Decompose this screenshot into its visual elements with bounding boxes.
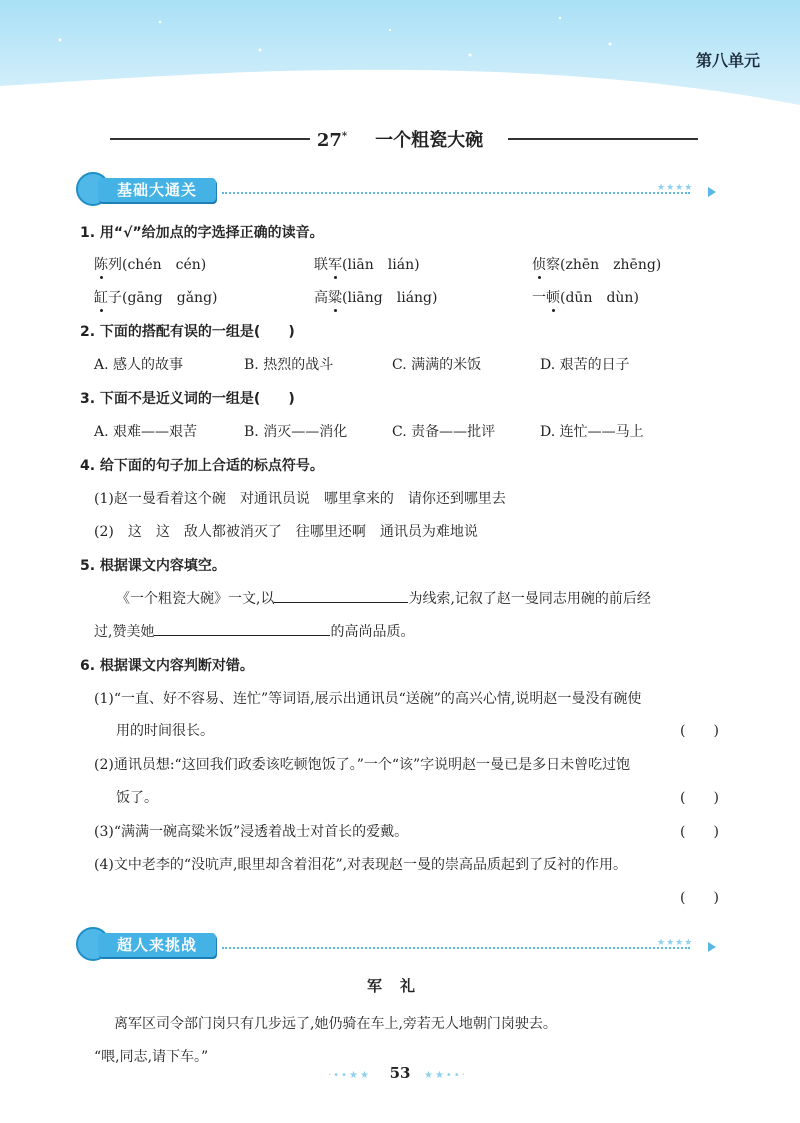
question-6: 6. 根据课文内容判断对错。 (80, 658, 254, 674)
q3-option-c: C. 责备——批评 (392, 424, 496, 440)
q5-blank-1[interactable] (274, 588, 408, 603)
q6-item-1-line-1: (1)“一直、好不容易、连忙”等词语,展示出通讯员“送碗”的高兴心情,说明赵一曼没有碗使 (94, 691, 642, 707)
q6-answer-1[interactable]: ( ) (680, 723, 719, 739)
passage-line-1: 离军区司令部门岗只有几步远了,她仍骑在车上,旁若无人地朝门岗驶去。 (114, 1016, 557, 1032)
section-divider-challenge (222, 947, 690, 949)
lesson-title (0, 124, 800, 154)
q6-item-1-line-2: 用的时间很长。 (116, 723, 214, 739)
footer-stars-left-icon: ·••★★ (328, 1070, 371, 1081)
q1-item-3: 侦察(zhēn zhēng) (532, 257, 662, 273)
footer-stars-right-icon: ★★••· (424, 1070, 467, 1081)
q1-item-6: 一顿(dūn dùn) (532, 290, 639, 306)
section-badge-challenge (76, 927, 218, 961)
question-2: 2. 下面的搭配有误的一组是( ) (80, 324, 295, 340)
lesson-number: 27* (316, 130, 348, 151)
q4-line-2: (2) 这 这 敌人都被消灭了 往哪里还啊 通讯员为难地说 (94, 524, 478, 540)
q6-answer-3[interactable]: ( ) (680, 824, 719, 840)
q6-answer-4[interactable]: ( ) (680, 890, 719, 906)
unit-label: 第八单元 (695, 51, 760, 70)
q4-line-1: (1)赵一曼看着这个碗 对通讯员说 哪里拿来的 请你还到哪里去 (94, 491, 506, 507)
q1-item-4: 缸子(gāng gǎng) (94, 290, 218, 306)
question-4: 4. 给下面的句子加上合适的标点符号。 (80, 458, 324, 474)
q3-option-a: A. 艰难——艰苦 (94, 424, 198, 440)
section-badge-basic (76, 172, 218, 206)
q2-option-c: C. 满满的米饭 (392, 357, 482, 373)
stars-icon: ★★★★ (657, 183, 694, 193)
q1-item-2: 联军(liān lián) (314, 257, 420, 273)
section-title-challenge: 超人来挑战 (98, 933, 216, 957)
arrow-icon (708, 942, 716, 952)
passage-line-2: “喂,同志,请下车。” (94, 1049, 209, 1065)
page-number: 53 (389, 1064, 411, 1082)
q6-item-3-line-1: (3)“满满一碗高粱米饭”浸透着战士对首长的爱戴。 (94, 824, 409, 840)
q1-item-5: 高粱(liāng liáng) (314, 290, 438, 306)
section-divider-basic (222, 192, 690, 194)
q6-item-4-line-1: (4)文中老李的“没吭声,眼里却含着泪花”,对表现赵一曼的崇高品质起到了反衬的作用。 (94, 857, 628, 873)
q6-answer-2[interactable]: ( ) (680, 790, 719, 806)
q5-line-2: 过,赞美她 的高尚品质。 (94, 621, 414, 641)
arrow-icon (708, 187, 716, 197)
question-1: 1. 用“√”给加点的字选择正确的读音。 (80, 225, 324, 241)
stars-icon: ★★★★ (657, 938, 694, 948)
q6-item-2-line-2: 饭了。 (116, 790, 158, 806)
q5-line-1: 《一个粗瓷大碗》一文,以 为线索,记叙了赵一曼同志用碗的前后经 (116, 588, 651, 608)
q3-option-b: B. 消灭——消化 (244, 424, 348, 440)
q6-item-2-line-1: (2)通讯员想:“这回我们政委该吃顿饱饭了。”一个“该”字说明赵一曼已是多日未曾吃过饱 (94, 757, 631, 773)
section-title-basic: 基础大通关 (98, 178, 216, 202)
q3-option-d: D. 连忙——马上 (540, 424, 644, 440)
q1-item-1: 陈列(chén cén) (94, 257, 207, 273)
q2-option-a: A. 感人的故事 (94, 357, 184, 373)
question-3: 3. 下面不是近义词的一组是( ) (80, 391, 295, 407)
question-5: 5. 根据课文内容填空。 (80, 558, 226, 574)
lesson-title-text: 一个粗瓷大碗 (375, 130, 484, 151)
header-banner (0, 0, 800, 120)
q5-blank-2[interactable] (154, 621, 330, 636)
q2-option-d: D. 艰苦的日子 (540, 357, 630, 373)
q2-option-b: B. 热烈的战斗 (244, 357, 334, 373)
passage-title: 军礼 (366, 977, 433, 995)
